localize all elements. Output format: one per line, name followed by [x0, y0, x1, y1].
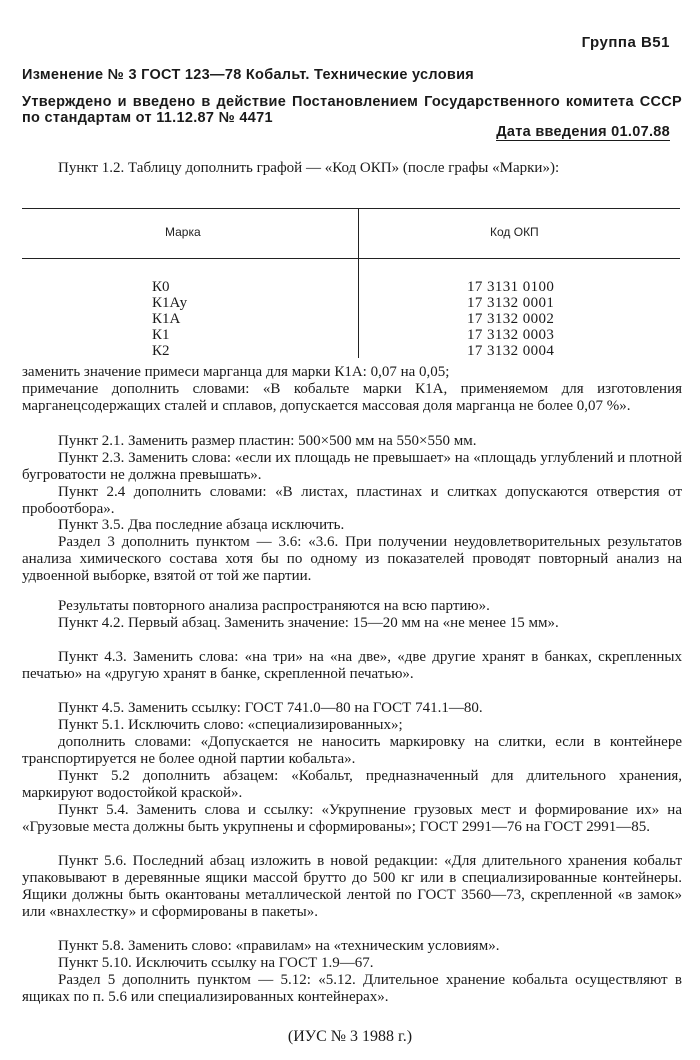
table-top-rule	[22, 208, 680, 209]
column-header-okp-code: Код ОКП	[490, 225, 539, 239]
okp-code-cell: 17 3132 0004	[467, 343, 555, 359]
text-line: дополнить словами: «Допускается не наносить маркировку на слитки, если в контейнере транспортируется не более одной партии кобальта».	[22, 734, 682, 767]
okp-code-cell: 17 3132 0003	[467, 327, 555, 343]
text-line: Пункт 5.6. Последний абзац изложить в новой редакции: «Для длительного хранения кобальт упаковывают в деревянные ящики массой брутто до 500 кг или в специализированные контейнеры. Ящики должны быть окантованы металлической лентой по ГОСТ 3560—73, скрепленной «в замок» или «внахлестку» и сформированы в пакеты».	[22, 853, 682, 920]
text-line: Пункт 5.4. Заменить слова и ссылку: «Укрупнение грузовых мест и формирование их» на «Грузовые места должны быть укрупнены и сформированы»; ГОСТ 2991—76 на ГОСТ 2991—85.	[22, 802, 682, 835]
text-line: Пункт 2.1. Заменить размер пластин: 500×500 мм на 550×550 мм.	[58, 433, 477, 449]
table-header-rule	[22, 258, 680, 259]
grade-cell: К0	[152, 279, 170, 295]
text-line: Пункт 2.4 дополнить словами: «В листах, пластинах и слитках допускаются отверстия от пробоотбора».	[22, 484, 682, 517]
text-line: Пункт 2.3. Заменить слова: «если их площадь не превышает» на «площадь углублений и плотной бугроватости не должна превышать».	[22, 450, 682, 483]
effective-date: Дата введения 01.07.88	[496, 124, 670, 140]
text-line: заменить значение примеси марганца для марки К1А: 0,07 на 0,05;	[22, 364, 450, 380]
okp-code-cell: 17 3132 0002	[467, 311, 555, 327]
text-line: Пункт 4.3. Заменить слова: «на три» на «на две», «две другие хранят в банках, скрепленных печатью» на «другую хранят в банке, скрепленной печатью».	[22, 649, 682, 682]
text-line: Пункт 3.5. Два последние абзаца исключить.	[58, 517, 345, 533]
document-title: Изменение № 3 ГОСТ 123—78 Кобальт. Технические условия	[22, 67, 475, 83]
text-line: Раздел 3 дополнить пунктом — 3.6: «3.6. При получении неудовлетворительных результатов анализа химического состава хотя бы по одному из показателей проводят повторный анализ на удвоенной выборке, взятой от той же партии.	[22, 534, 682, 584]
okp-table	[0, 196, 700, 366]
intro-paragraph: Пункт 1.2. Таблицу дополнить графой — «Код ОКП» (после графы «Марки»):	[58, 160, 560, 176]
okp-code-cell: 17 3132 0001	[467, 295, 555, 311]
table-column-divider	[358, 208, 359, 358]
approval-statement: Утверждено и введено в действие Постановлением Государственного комитета СССР по стандартам от 11.12.87 № 4471	[22, 94, 682, 126]
text-line: Раздел 5 дополнить пунктом — 5.12: «5.12. Длительное хранение кобальта осуществляют в ящиках по п. 5.6 или специализированных контейнерах».	[22, 972, 682, 1005]
text-line: Пункт 5.10. Исключить ссылку на ГОСТ 1.9—67.	[58, 955, 374, 971]
grade-cell: К1	[152, 327, 170, 343]
okp-code-cell: 17 3131 0100	[467, 279, 555, 295]
footer-citation: (ИУС № 3 1988 г.)	[287, 1028, 413, 1045]
grade-cell: К1А	[152, 311, 181, 327]
grade-cell: К2	[152, 343, 170, 359]
text-line: Результаты повторного анализа распространяются на всю партию».	[58, 598, 490, 614]
group-code: Группа В51	[581, 34, 670, 51]
text-line: Пункт 4.5. Заменить ссылку: ГОСТ 741.0—80 на ГОСТ 741.1—80.	[58, 700, 483, 716]
text-line: Пункт 5.1. Исключить слово: «специализированных»;	[58, 717, 403, 733]
text-line: Пункт 5.8. Заменить слово: «правилам» на «техническим условиям».	[58, 938, 500, 954]
text-line: примечание дополнить словами: «В кобальте марки К1А, применяемом для изготовления марганецсодержащих сталей и сплавов, допускается массовая доля марганца не более 0,07 %».	[22, 381, 682, 414]
grade-cell: К1Ау	[152, 295, 188, 311]
column-header-grade: Марка	[165, 225, 201, 239]
text-line: Пункт 5.2 дополнить абзацем: «Кобальт, предназначенный для длительного хранения, маркируют водостойкой краской».	[22, 768, 682, 801]
text-line: Пункт 4.2. Первый абзац. Заменить значение: 15—20 мм на «не менее 15 мм».	[58, 615, 559, 631]
